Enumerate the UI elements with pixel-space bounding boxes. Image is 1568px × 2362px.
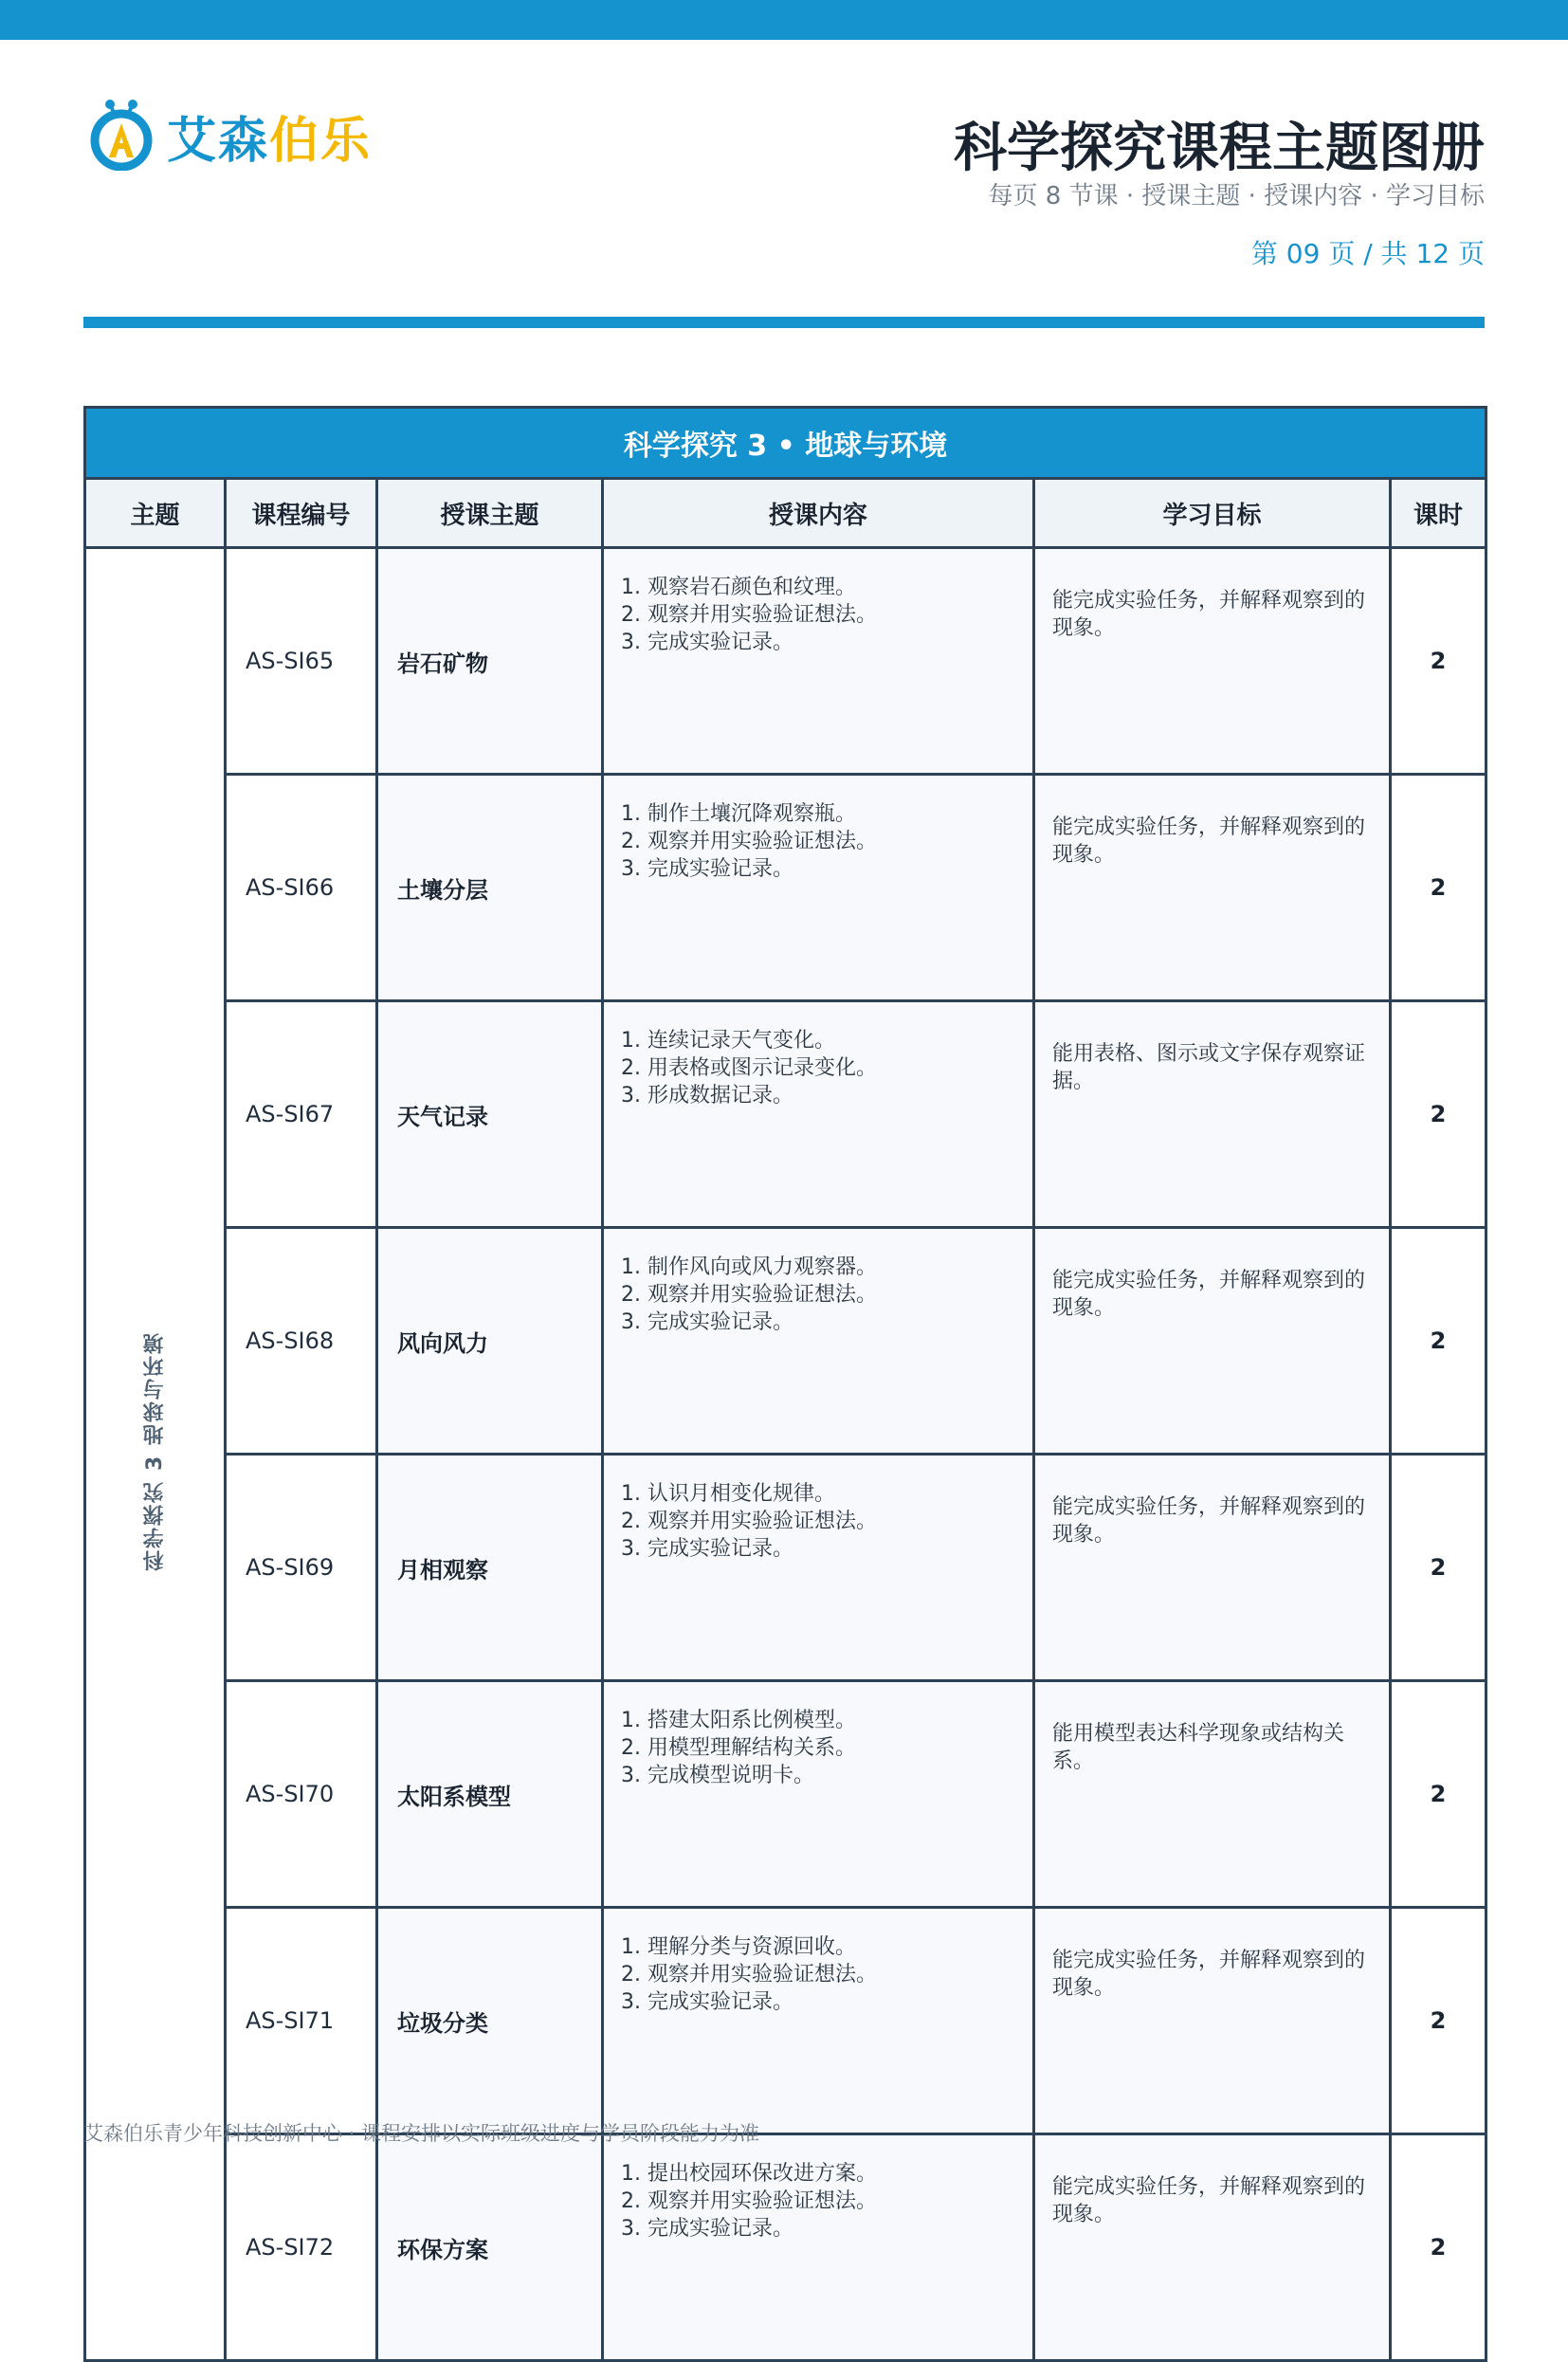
content-line: 1. 制作风向或风力观察器。 <box>621 1255 877 1279</box>
course-code: AS-SI66 <box>226 775 377 1001</box>
lesson-hours: 2 <box>1391 1001 1486 1228</box>
content-line: 2. 观察并用实验验证想法。 <box>621 2189 877 2213</box>
column-header-hours: 课时 <box>1391 479 1486 548</box>
learning-goal: 能用表格、图示或文字保存观察证据。 <box>1034 1001 1391 1228</box>
course-code: AS-SI68 <box>226 1228 377 1455</box>
logo-text-blue: 艾森 <box>167 113 270 170</box>
content-line: 2. 观察并用实验验证想法。 <box>621 830 877 853</box>
document-subtitle: 每页 8 节课 · 授课主题 · 授课内容 · 学习目标 <box>988 182 1485 211</box>
lesson-content <box>603 2134 1034 2361</box>
page-indicator: 第 09 页 / 共 12 页 <box>1250 238 1485 269</box>
table-row <box>85 1001 1486 1228</box>
content-line: 3. 完成实验记录。 <box>621 1310 793 1334</box>
logo-wordmark <box>167 101 372 172</box>
table-row <box>85 775 1486 1001</box>
topic-cell <box>85 548 226 2361</box>
lesson-hours: 2 <box>1391 548 1486 775</box>
lesson-topic: 环保方案 <box>377 2134 603 2361</box>
learning-goal: 能完成实验任务，并解释观察到的现象。 <box>1034 775 1391 1001</box>
lesson-content <box>603 548 1034 775</box>
learning-goal: 能用模型表达科学现象或结构关系。 <box>1034 1681 1391 1908</box>
lesson-content <box>603 1908 1034 2134</box>
lesson-hours: 2 <box>1391 1455 1486 1681</box>
content-line: 3. 形成数据记录。 <box>621 1084 793 1108</box>
table-row <box>85 1681 1486 1908</box>
lesson-hours: 2 <box>1391 775 1486 1001</box>
content-line: 1. 连续记录天气变化。 <box>621 1029 835 1053</box>
lesson-content <box>603 1681 1034 1908</box>
brand-logo <box>83 95 387 171</box>
column-header-code: 课程编号 <box>226 479 377 548</box>
content-line: 2. 用表格或图示记录变化。 <box>621 1056 877 1080</box>
lesson-topic: 月相观察 <box>377 1455 603 1681</box>
column-header-topic: 主题 <box>85 479 226 548</box>
lesson-topic: 天气记录 <box>377 1001 603 1228</box>
content-line: 2. 观察并用实验验证想法。 <box>621 1510 877 1533</box>
content-line: 3. 完成实验记录。 <box>621 631 793 654</box>
content-line: 1. 理解分类与资源回收。 <box>621 1935 856 1959</box>
table-title: 科学探究 3 • 地球与环境 <box>85 408 1486 479</box>
lesson-topic: 垃圾分类 <box>377 1908 603 2134</box>
lesson-topic: 太阳系模型 <box>377 1681 603 1908</box>
content-line: 1. 认识月相变化规律。 <box>621 1482 835 1506</box>
lesson-hours: 2 <box>1391 1908 1486 2134</box>
lesson-hours: 2 <box>1391 1228 1486 1455</box>
top-accent-bar <box>0 0 1568 40</box>
content-line: 3. 完成实验记录。 <box>621 2217 793 2241</box>
lesson-topic: 岩石矿物 <box>377 548 603 775</box>
content-line: 3. 完成实验记录。 <box>621 1990 793 2014</box>
logo-text-yellow: 伯乐 <box>269 113 373 170</box>
column-header-lesson-topic: 授课主题 <box>377 479 603 548</box>
table-row <box>85 1908 1486 2134</box>
lesson-content <box>603 1001 1034 1228</box>
course-code: AS-SI71 <box>226 1908 377 2134</box>
table-row <box>85 1228 1486 1455</box>
table-row <box>85 548 1486 775</box>
topic-label: 科学探究 3 地球与环境 <box>143 1331 167 1571</box>
table-row <box>85 1455 1486 1681</box>
document-title: 科学探究课程主题图册 <box>954 118 1485 179</box>
lesson-hours: 2 <box>1391 2134 1486 2361</box>
content-line: 2. 观察并用实验验证想法。 <box>621 603 877 627</box>
learning-goal: 能完成实验任务，并解释观察到的现象。 <box>1034 1455 1391 1681</box>
content-line: 2. 用模型理解结构关系。 <box>621 1736 856 1760</box>
learning-goal: 能完成实验任务，并解释观察到的现象。 <box>1034 2134 1391 2361</box>
column-header-goal: 学习目标 <box>1034 479 1391 548</box>
course-code: AS-SI65 <box>226 548 377 775</box>
content-line: 3. 完成模型说明卡。 <box>621 1764 814 1787</box>
table-header-row <box>85 479 1486 548</box>
lesson-hours: 2 <box>1391 1681 1486 1908</box>
lesson-topic: 风向风力 <box>377 1228 603 1455</box>
course-code: AS-SI70 <box>226 1681 377 1908</box>
course-table-container <box>83 406 1485 2362</box>
content-line: 1. 制作土壤沉降观察瓶。 <box>621 802 856 826</box>
table-row <box>85 2134 1486 2361</box>
learning-goal: 能完成实验任务，并解释观察到的现象。 <box>1034 1228 1391 1455</box>
course-table <box>83 406 1487 2362</box>
course-code: AS-SI69 <box>226 1455 377 1681</box>
header-divider <box>83 317 1485 328</box>
lesson-content <box>603 1228 1034 1455</box>
learning-goal: 能完成实验任务，并解释观察到的现象。 <box>1034 548 1391 775</box>
course-code: AS-SI67 <box>226 1001 377 1228</box>
content-line: 2. 观察并用实验验证想法。 <box>621 1283 877 1307</box>
logo-mascot-icon <box>83 95 159 171</box>
content-line: 3. 完成实验记录。 <box>621 1537 793 1561</box>
content-line: 1. 搭建太阳系比例模型。 <box>621 1709 856 1732</box>
course-code: AS-SI72 <box>226 2134 377 2361</box>
content-line: 3. 完成实验记录。 <box>621 857 793 881</box>
footer-note: 艾森伯乐青少年科技创新中心 · 课程安排以实际班级进度与学员阶段能力为准 <box>83 2122 760 2145</box>
lesson-content <box>603 775 1034 1001</box>
learning-goal: 能完成实验任务，并解释观察到的现象。 <box>1034 1908 1391 2134</box>
lesson-content <box>603 1455 1034 1681</box>
lesson-topic: 土壤分层 <box>377 775 603 1001</box>
content-line: 2. 观察并用实验验证想法。 <box>621 1963 877 1987</box>
table-body <box>85 548 1486 2361</box>
content-line: 1. 观察岩石颜色和纹理。 <box>621 576 856 599</box>
content-line: 1. 提出校园环保改进方案。 <box>621 2162 877 2186</box>
column-header-content: 授课内容 <box>603 479 1034 548</box>
